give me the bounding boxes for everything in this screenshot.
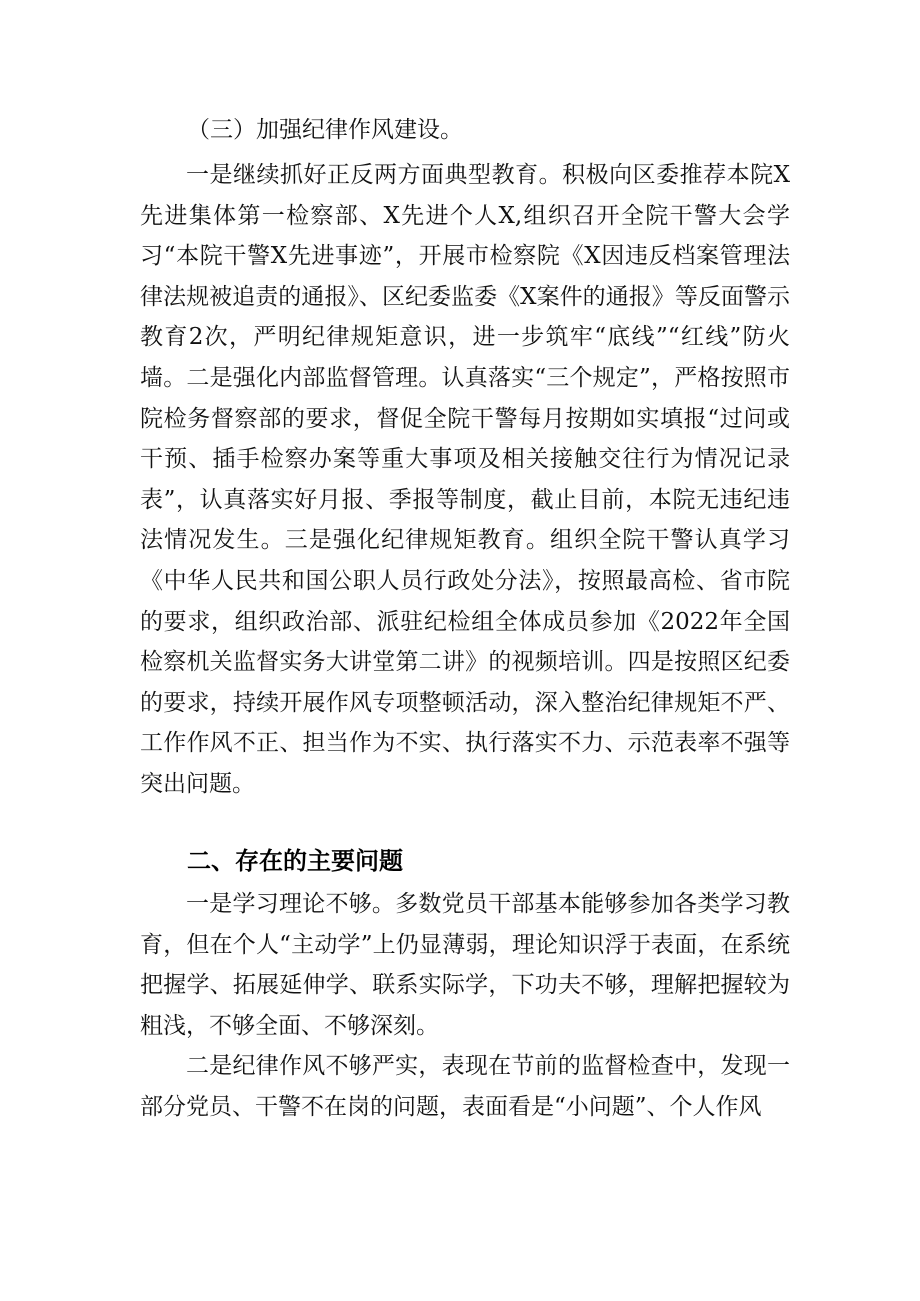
problems-body <box>140 884 790 1128</box>
section-subheading: （三）加强纪律作风建设。 <box>187 117 463 143</box>
body-paragraph: 一是继续抓好正反两方面典型教育。积极向区委推荐本院X先进集体第一检察部、X先进个人X,组织召开全院干警大会学习“本院干警X先进事迹”，开展市检察院《X因违反档案管理法律法规被追责的通报》、区纪委监委《X案件的通报》等反面警示教育2次，严明纪律规矩意识，进一步筑牢“底线”“红线”防火墙。二是强化内部监督管理。认真落实“三个规定”，严格按照市院检务督察部的要求，督促全院干警每月按期如实填报“过问或干预、插手检察办案等重大事项及相关接触交往行为情况记录表”，认真落实好月报、季报等制度，截止目前，本院无违纪违法情况发生。三是强化纪律规矩教育。组织全院干警认真学习《中华人民共和国公职人员行政处分法》，按照最高检、省市院的要求，组织政治部、派驻纪检组全体成员参加《2022年全国检察机关监督实务大讲堂第二讲》的视频培训。四是按照区纪委的要求，持续开展作风专项整顿活动，深入整治纪律规矩不严、工作作风不正、担当作为不实、执行落实不力、示范表率不强等突出问题。 <box>140 162 790 797</box>
body-paragraph: 一是学习理论不够。多数党员干部基本能够参加各类学习教育，但在个人“主动学”上仍显薄弱，理论知识浮于表面，在系统把握学、拓展延伸学、联系实际学，下功夫不够，理解把握较为粗浅，不够全面、不够深刻。 <box>140 891 790 1039</box>
section-body <box>140 155 790 805</box>
body-paragraph: 二是纪律作风不够严实，表现在节前的监督检查中，发现一部分党员、干警不在岗的问题，表面看是“小问题”、个人作风 <box>140 1053 790 1120</box>
section-heading: 二、存在的主要问题 <box>187 847 403 875</box>
